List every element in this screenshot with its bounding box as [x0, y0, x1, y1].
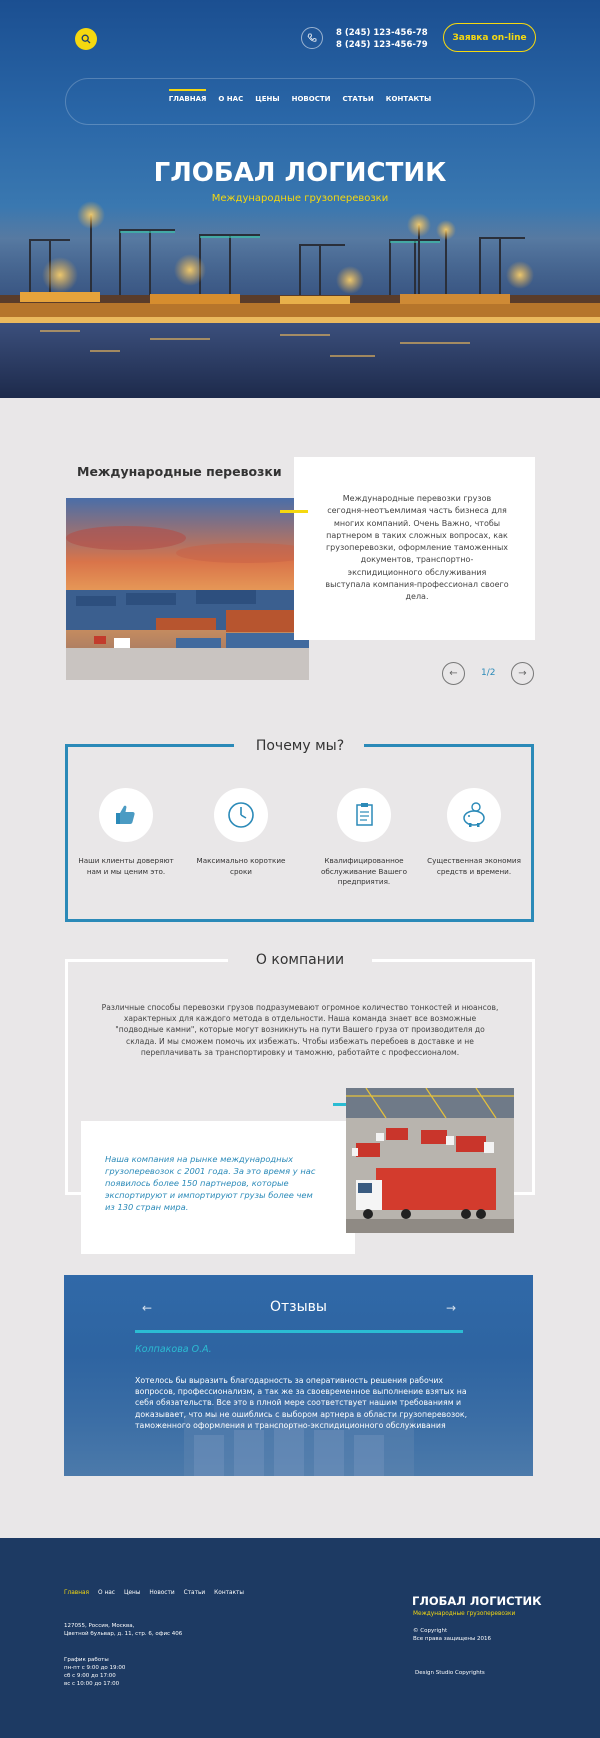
- copyright-line: © Copyright: [413, 1628, 448, 1634]
- reviews-divider: [135, 1330, 463, 1333]
- reviews-section: [64, 1275, 533, 1476]
- intl-text: Международные перевозки грузов сегодня-неотъемлимая часть бизнеса для многих компаний. Очень Важно, чтобы партнером в таких сложных вопросах, как грузоперевозки, оформление таможенных документов, транспортно-экспидиционного обслуживания выступала компания-профессионал своего дела.: [325, 494, 509, 602]
- container-yard-photo: [66, 498, 309, 680]
- phone-number-1[interactable]: 8 (245) 123-456-78: [336, 28, 428, 38]
- why-item-text: Квалифицированное обслуживание Вашего предприятия.: [320, 856, 407, 886]
- footer-nav-news[interactable]: Новости: [149, 1590, 175, 1596]
- why-item-trust: [76, 788, 176, 877]
- address-line: 127055, Россия, Москва,: [64, 1623, 135, 1629]
- why-icon-circle: [214, 788, 268, 842]
- why-item-text: Максимально короткие сроки: [196, 856, 286, 876]
- nav-item-contacts[interactable]: КОНТАКТЫ: [385, 95, 432, 103]
- hours-line: вс с 10:00 до 17:00: [64, 1681, 120, 1687]
- footer-nav-articles[interactable]: Статьи: [183, 1590, 206, 1596]
- document-icon: [349, 800, 379, 830]
- phone-numbers: [336, 27, 428, 51]
- main-nav: [0, 95, 600, 103]
- nav-item-news[interactable]: НОВОСТИ: [291, 95, 331, 103]
- search-button[interactable]: [75, 28, 97, 50]
- intl-info-card: [294, 457, 535, 640]
- copyright-line: Все права защищены 2016: [413, 1635, 492, 1642]
- slider-prev-button[interactable]: [442, 662, 465, 685]
- nav-item-prices[interactable]: ЦЕНЫ: [255, 95, 280, 103]
- hero-subtitle: Международные грузоперевозки: [211, 193, 389, 204]
- port-night-image: [0, 200, 600, 398]
- footer-nav-home[interactable]: Главная: [64, 1590, 90, 1596]
- reviewer-name: Колпакова О.А.: [135, 1344, 212, 1355]
- footer-brand-subtitle: Международные грузоперевозки: [413, 1611, 516, 1617]
- review-text: Хотелось бы выразить благодарность за оперативность решения рабочих вопросов, профессионализм, а так же за своевременное выполнение взятых на себя обязательств. Все это в плной мере соответствует нашим требованиям и доказывает, что мы не ошиблись с выбором артнера в области грузоперевозок, таможенного оформления и транспортно-экспидиционного обслуживания: [135, 1376, 468, 1430]
- order-online-button[interactable]: Заявка on-line: [443, 23, 536, 52]
- slider-next-button[interactable]: [511, 662, 534, 685]
- arrow-right-icon: →: [518, 668, 527, 679]
- nav-item-articles[interactable]: СТАТЬИ: [342, 95, 374, 103]
- phone-number-2[interactable]: 8 (245) 123-456-79: [336, 40, 428, 50]
- about-card-text: Наша компания на рынке международных грузоперевозок с 2001 года. За это время у нас появилось более 150 партнеров, которые экспортируют и импортируют грузы более чем из 130 стран мира.: [105, 1154, 316, 1212]
- hours-line: сб с 9:00 до 17:00: [64, 1673, 116, 1679]
- reviews-prev-button[interactable]: ←: [142, 1301, 153, 1315]
- footer: [0, 1538, 600, 1738]
- why-item-text: Существенная экономия средств и времени.: [427, 856, 521, 876]
- thumbs-up-icon: [111, 800, 141, 830]
- footer-brand: ГЛОБАЛ ЛОГИСТИК: [412, 1594, 542, 1608]
- address-line: Цветной бульвар, д. 11, стр. 6, офис 406: [64, 1631, 183, 1637]
- intl-section-title: Международные перевозки: [77, 464, 282, 479]
- about-card: [81, 1121, 355, 1254]
- clock-icon: [226, 800, 256, 830]
- hours-line: График работы: [64, 1657, 109, 1663]
- footer-nav: [64, 1590, 244, 1596]
- footer-nav-contacts[interactable]: Контакты: [214, 1590, 245, 1596]
- reviews-next-button[interactable]: →: [446, 1301, 457, 1315]
- piggy-bank-icon: [459, 800, 489, 830]
- slider-pager: 1/2: [481, 668, 496, 678]
- why-item-service: [314, 788, 414, 888]
- footer-copyright: [413, 1628, 491, 1643]
- about-title: О компании: [255, 952, 345, 968]
- accent-dash: [280, 510, 308, 513]
- about-text: Различные способы перевозки грузов подразумевают огромное количество тонкостей и нюансов, характерных для каждого метода в отдельности. Наша команда знает все возможные "подводные камни", которые могут возникнуть на пути Вашего груза от производителя до склада. И мы сможем помочь их избежать. Чтобы избежать перебоев в доставке и не переплачивать за транспортировку и таможню, работайте с профессионалом.: [101, 1003, 499, 1057]
- nav-item-home[interactable]: ГЛАВНАЯ: [168, 95, 207, 103]
- hero-title: ГЛОБАЛ ЛОГИСТИК: [153, 158, 447, 188]
- why-item-savings: [424, 788, 524, 877]
- footer-studio-link[interactable]: Design Studio Copyrights: [415, 1670, 485, 1676]
- trucks-photo: [346, 1088, 514, 1233]
- footer-address: [64, 1622, 182, 1638]
- arrow-left-icon: ←: [449, 668, 458, 679]
- footer-hours: [64, 1656, 125, 1688]
- why-icon-circle: [447, 788, 501, 842]
- search-icon: [81, 34, 91, 44]
- nav-item-about[interactable]: О НАС: [218, 95, 244, 103]
- footer-nav-prices[interactable]: Цены: [123, 1590, 141, 1596]
- why-icon-circle: [337, 788, 391, 842]
- hours-line: пн-пт с 9:00 до 19:00: [64, 1665, 126, 1671]
- why-item-speed: [191, 788, 291, 877]
- phone-icon: [301, 27, 323, 49]
- why-icon-circle: [99, 788, 153, 842]
- footer-nav-about[interactable]: О нас: [98, 1590, 115, 1596]
- reviews-title: Отзывы: [270, 1299, 327, 1315]
- why-us-title: Почему мы?: [255, 738, 345, 754]
- why-item-text: Наши клиенты доверяют нам и мы ценим это.: [78, 856, 174, 876]
- hero-section: [0, 0, 600, 398]
